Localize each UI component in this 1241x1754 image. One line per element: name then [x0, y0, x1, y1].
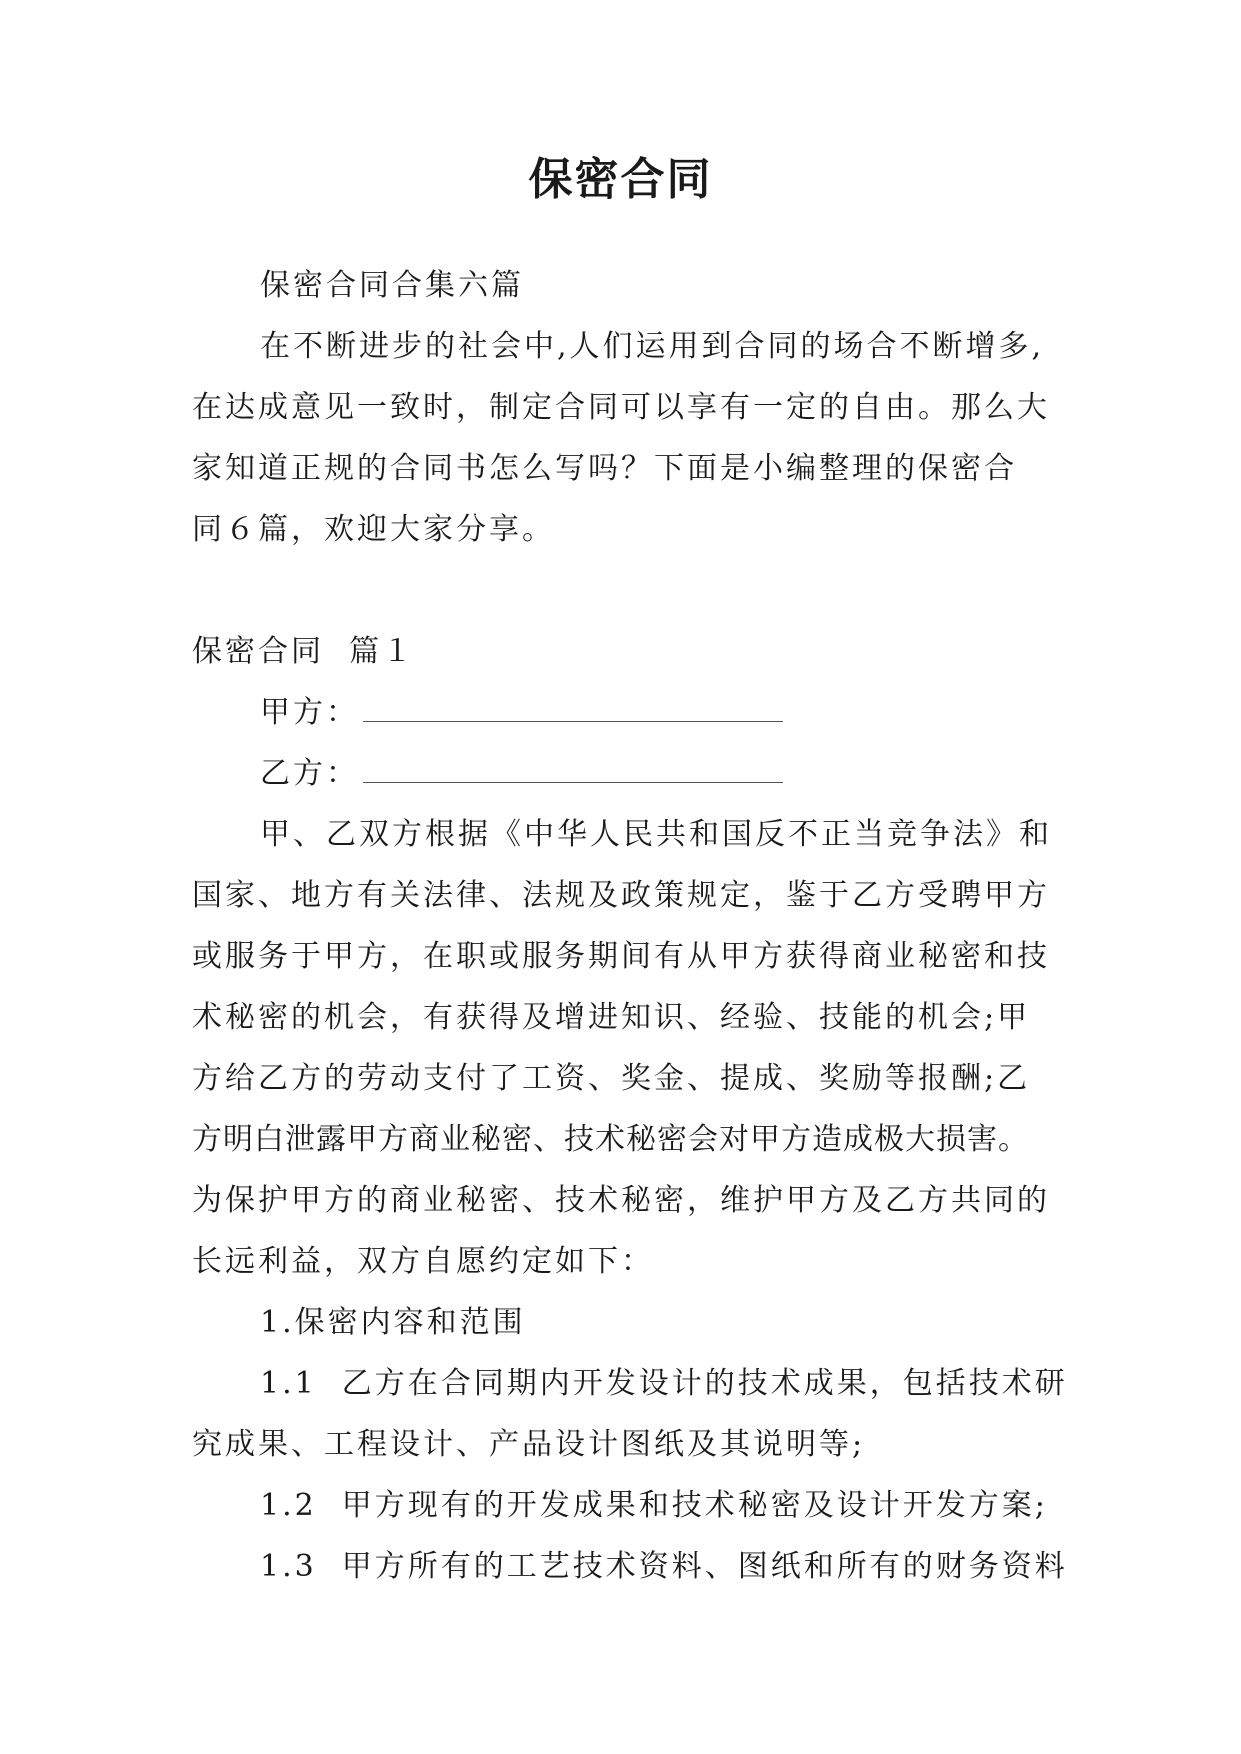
document-body	[192, 255, 1068, 1597]
clause-line: 究成果、工程设计、产品设计图纸及其说明等;	[192, 1427, 866, 1462]
preamble-line: 方明白泄露甲方商业秘密、技术秘密会对甲方造成极大损害。	[192, 1122, 1029, 1157]
party-b-line	[192, 743, 1057, 804]
party-b-blank[interactable]	[363, 746, 783, 783]
clause-1-heading: 1.保密内容和范围	[260, 1305, 526, 1340]
party-a-line	[192, 682, 1057, 743]
preamble-line: 为保护甲方的商业秘密、技术秘密，维护甲方及乙方共同的	[192, 1183, 1050, 1218]
clause-1-2: 1.2 甲方现有的开发成果和技术秘密及设计开发方案;	[260, 1488, 1048, 1523]
blank-line	[192, 560, 1057, 621]
party-a-label: 甲方：	[260, 695, 359, 730]
preamble-line: 长远利益，双方自愿约定如下：	[192, 1244, 654, 1279]
clause-1-3: 1.3 甲方所有的工艺技术资料、图纸和所有的财务资料	[260, 1549, 1068, 1584]
intro-line: 在达成意见一致时，制定合同可以享有一定的自由。那么大	[192, 390, 1050, 425]
intro-paragraph	[192, 316, 1057, 560]
page-title: 保密合同	[528, 154, 713, 205]
preamble-line: 国家、地方有关法律、法规及政策规定，鉴于乙方受聘甲方	[192, 878, 1050, 913]
intro-line: 在不断进步的社会中,人们运用到合同的场合不断增多,	[260, 329, 1045, 364]
preamble-line: 甲、乙双方根据《中华人民共和国反不正当竞争法》和	[260, 817, 1052, 852]
preamble-line: 或服务于甲方，在职或服务期间有从甲方获得商业秘密和技	[192, 939, 1050, 974]
preamble-line: 术秘密的机会，有获得及增进知识、经验、技能的机会;甲	[192, 1000, 1031, 1035]
intro-line: 家知道正规的合同书怎么写吗？下面是小编整理的保密合	[192, 451, 1017, 486]
preamble-paragraph	[192, 804, 1057, 1292]
clause-line: 1.1 乙方在合同期内开发设计的技术成果，包括技术研	[260, 1366, 1068, 1401]
intro-line: 同６篇，欢迎大家分享。	[192, 512, 555, 547]
party-a-blank[interactable]	[363, 685, 783, 722]
section-heading: 保密合同 篇１	[192, 634, 416, 669]
intro-heading: 保密合同合集六篇	[260, 268, 524, 303]
party-b-label: 乙方：	[260, 756, 359, 791]
preamble-line: 方给乙方的劳动支付了工资、奖金、提成、奖励等报酬;乙	[192, 1061, 1031, 1096]
clause-1-1	[192, 1353, 1068, 1475]
